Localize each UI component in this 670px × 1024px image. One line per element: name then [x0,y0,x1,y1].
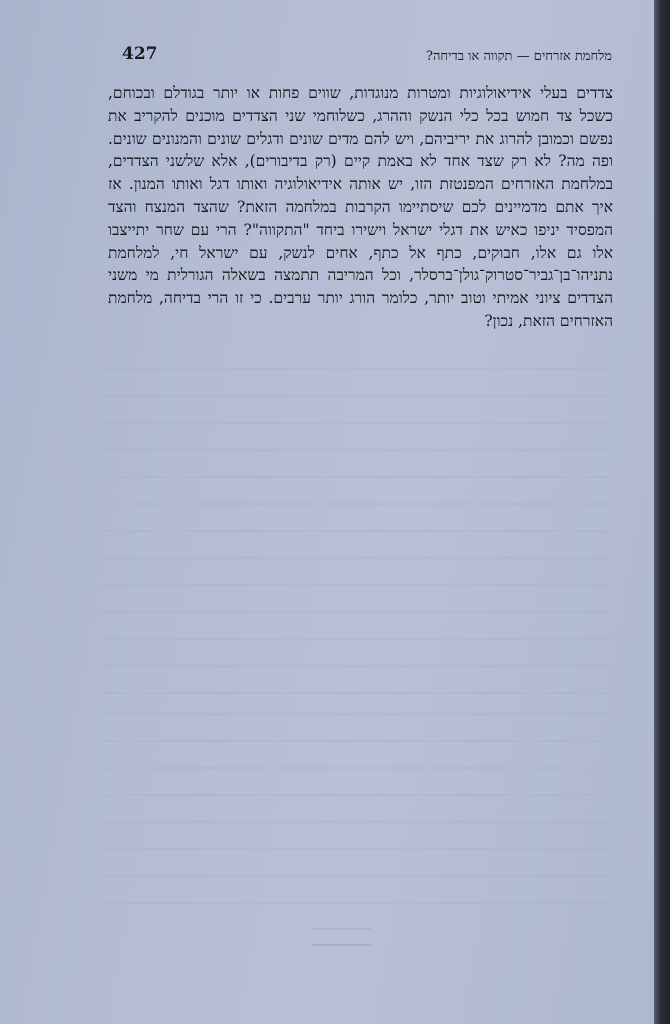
body-paragraph: צדדים בעלי אידיאולוגיות ומטרות מנוגדות, שווים פחות או יותר בגודלם ובכוחם, כשכל צד חמוש בכל כלי הנשק וההרג, כשלוחמי שני הצדדים מוכנים להקריב את נפשם וכמובן להרוג את יריביהם, ויש להם מדים שונים ודגלים שונים והמנונים שונים. ופה מה? לא רק שצד אחד לא באמת קיים (רק בדיבורים), אלא שלשני הצדדים, במלחמת האזרחים המפנטזת הזו, יש אותה אידיאולוגיה ואותו דגל ואותו המנון. אז איך אתם מדמיינים לכם שיסתיימו הקרבות במלחמה הזאת? שהצד המנצח והצד המפסיד יניפו כאיש את דגלי ישראל וישירו ביחד "התקווה"? הרי עם שחר יתייצבו אלו גם אלו, חבוקים, כתף אל כתף, אחים לנשק, עם ישראל חי, למלחמת נתניהו־בן־גביר־סטרוק־גולן־ברסלר, וכל המריבה תתמצה בשאלה הגורלית מי משני הצדדים ציוני אמיתי וטוב יותר, כלומר הורג יותר ערבים. כי זו הרי בדיחה, מלחמת האזרחים הזאת, נכון? [108,84,613,330]
page-edge [654,0,670,1024]
show-through-text [100,345,612,696]
page-number: 427 [122,44,158,64]
show-through-text [100,690,612,906]
page-header [122,44,612,70]
show-through-folio [312,928,372,946]
running-head: מלחמת אזרחים — תקווה או בדיחה? [425,49,612,64]
